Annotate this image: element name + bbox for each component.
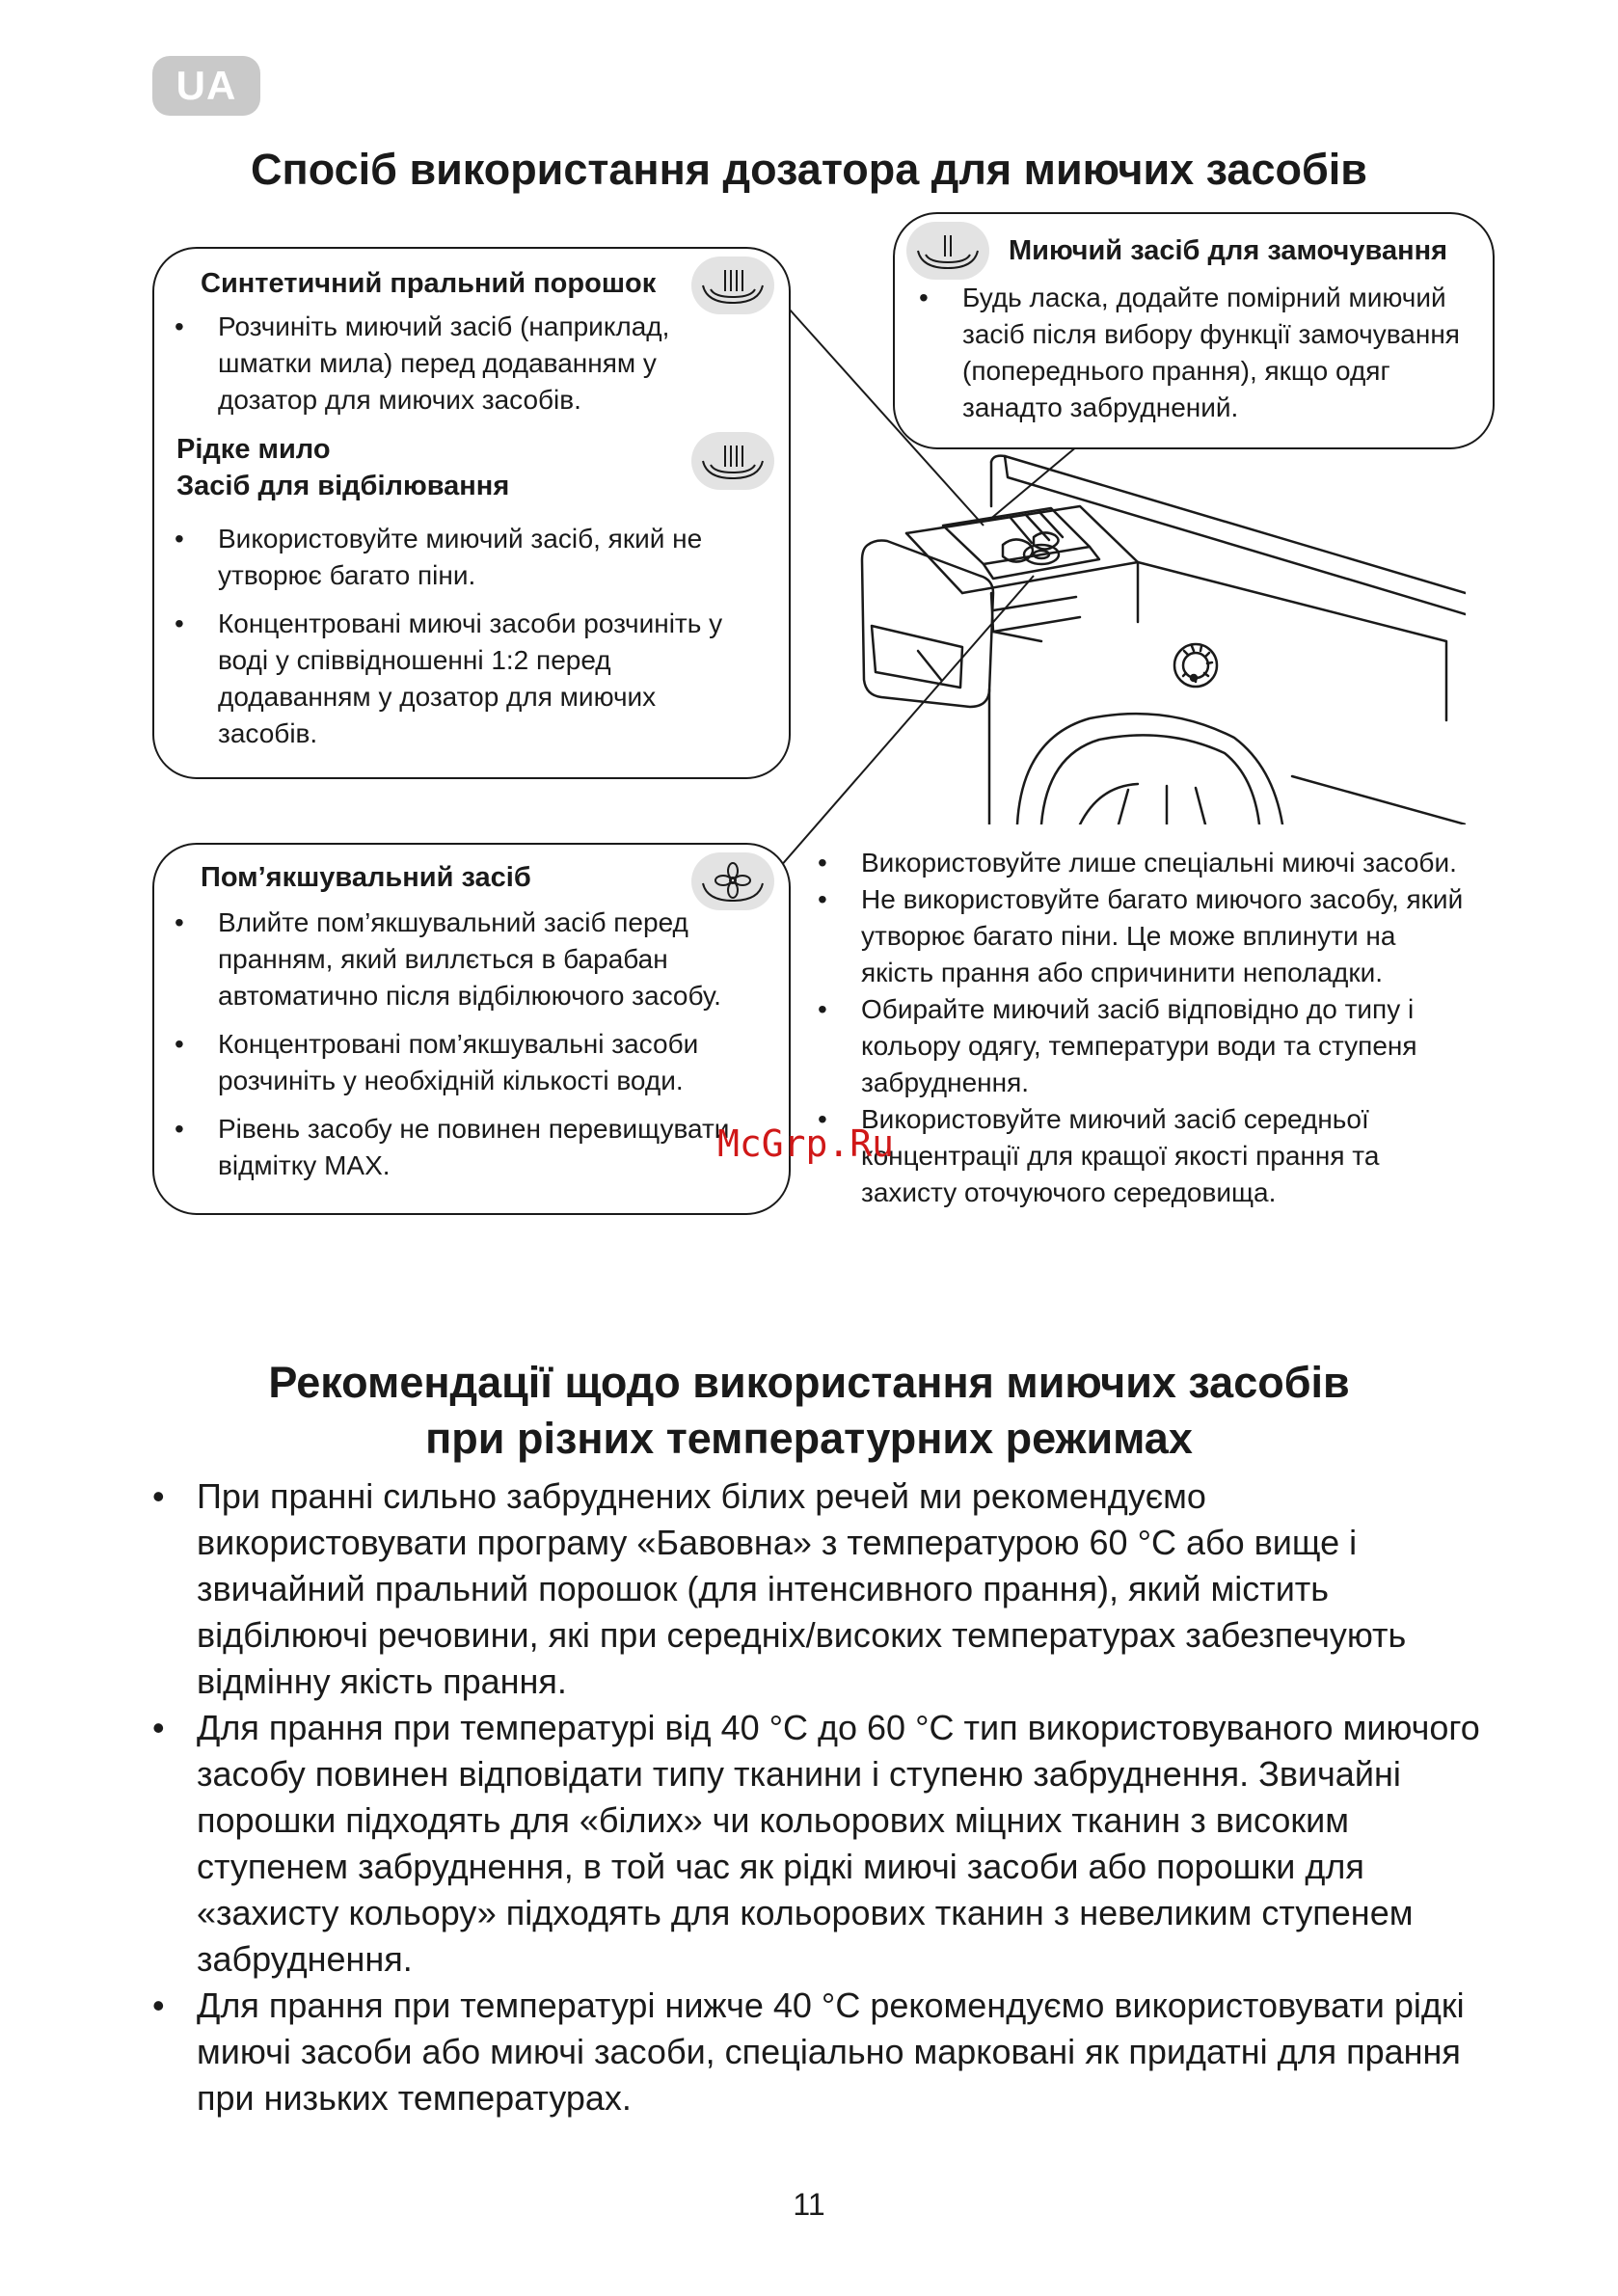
watermark: McGrp.Ru — [717, 1122, 895, 1165]
page-number: 11 — [793, 2187, 825, 2222]
detergent-tray-icon — [691, 257, 774, 314]
liquid-soap-list — [173, 521, 751, 764]
page-title: Спосіб використання дозатора для миючих засобів — [251, 145, 1367, 194]
list-item: • Використовуйте миючий засіб, який не утворює багато піни. — [173, 521, 751, 594]
list-item: • Використовуйте миючий засіб середньої концентрації для кращої якості прання та захисту оточуючого середовища. — [816, 1101, 1471, 1211]
bleach-heading: Засіб для відбілювання — [176, 471, 510, 501]
synthetic-powder-heading: Синтетичний пральний порошок — [201, 268, 657, 299]
box-prewash — [893, 212, 1495, 449]
prewash-heading: Миючий засіб для замочування — [1009, 235, 1448, 266]
softener-list — [173, 905, 751, 1196]
prewash-tray-icon — [906, 222, 989, 280]
list-item: • Концентровані пом’якшувальні засоби розчиніть у необхідній кількості води. — [173, 1026, 751, 1099]
softener-flower-icon — [691, 852, 774, 910]
synthetic-powder-list — [173, 309, 732, 430]
recommendations-title — [0, 1355, 1618, 1467]
list-item: • Для прання при температурі від 40 °C до 60 °C тип використовуваного миючого засобу повинен відповідати типу тканини і ступеню забруднення. Звичайні порошки підходять для «білих» чи кольорових міцних тканин з високим ступенем забруднення, в той час як рідкі миючі засоби або порошки для «захисту кольору» підходять для кольорових тканин з невеликим ступенем забруднення. — [152, 1705, 1483, 1983]
recommendations-title-line-2: при різних температурних режимах — [425, 1414, 1193, 1463]
list-item: • Концентровані миючі засоби розчиніть у воді у співвідношенні 1:2 перед додаванням у дозатор для миючих засобів. — [173, 606, 751, 752]
detergent-tray-icon — [691, 432, 774, 490]
recommendations-list — [152, 1473, 1483, 2121]
list-item: • Використовуйте лише спеціальні миючі засоби. — [816, 845, 1471, 881]
box-main-detergent — [152, 247, 791, 779]
box-softener — [152, 843, 791, 1215]
list-item: • Рівень засобу не повинен перевищувати відмітку MAX. — [173, 1111, 751, 1184]
recommendations-title-line-1: Рекомендації щодо використання миючих засобів — [268, 1358, 1350, 1407]
list-item: • Розчиніть миючий засіб (наприклад, шматки мила) перед додаванням у дозатор для миючих засобів. — [173, 309, 732, 419]
language-badge: UA — [152, 56, 260, 116]
list-item: • Обирайте миючий засіб відповідно до типу і кольору одягу, температури води та ступеня забруднення. — [816, 991, 1471, 1101]
prewash-list — [917, 280, 1496, 426]
softener-heading: Пом’якшувальний засіб — [201, 862, 531, 893]
list-item: • Для прання при температурі нижче 40 °C рекомендуємо використовувати рідкі миючі засоби або миючі засоби, спеціально марковані як придатні для прання при низьких температурах. — [152, 1983, 1483, 2121]
list-item: • При пранні сильно забруднених білих речей ми рекомендуємо використовувати програму «Бавовна» з температурою 60 °C або вище і звичайний пральний порошок (для інтенсивного прання), який містить відбілюючі речовини, які при середніх/високих температурах забезпечують відмінну якість прання. — [152, 1473, 1483, 1705]
list-item: • Будь ласка, додайте помірний миючий засіб після вибору функції замочування (попереднього прання), якщо одяг занадто забруднений. — [917, 280, 1496, 426]
list-item: • Влийте пом’якшувальний засіб перед пранням, який виллється в барабан автоматично після відбілюючого засобу. — [173, 905, 751, 1014]
general-tips-list — [816, 845, 1471, 1211]
liquid-soap-heading: Рідке мило — [176, 434, 331, 465]
list-item: • Не використовуйте багато миючого засобу, який утворює багато піни. Це може вплинути на якість прання або спричинити неполадки. — [816, 881, 1471, 991]
